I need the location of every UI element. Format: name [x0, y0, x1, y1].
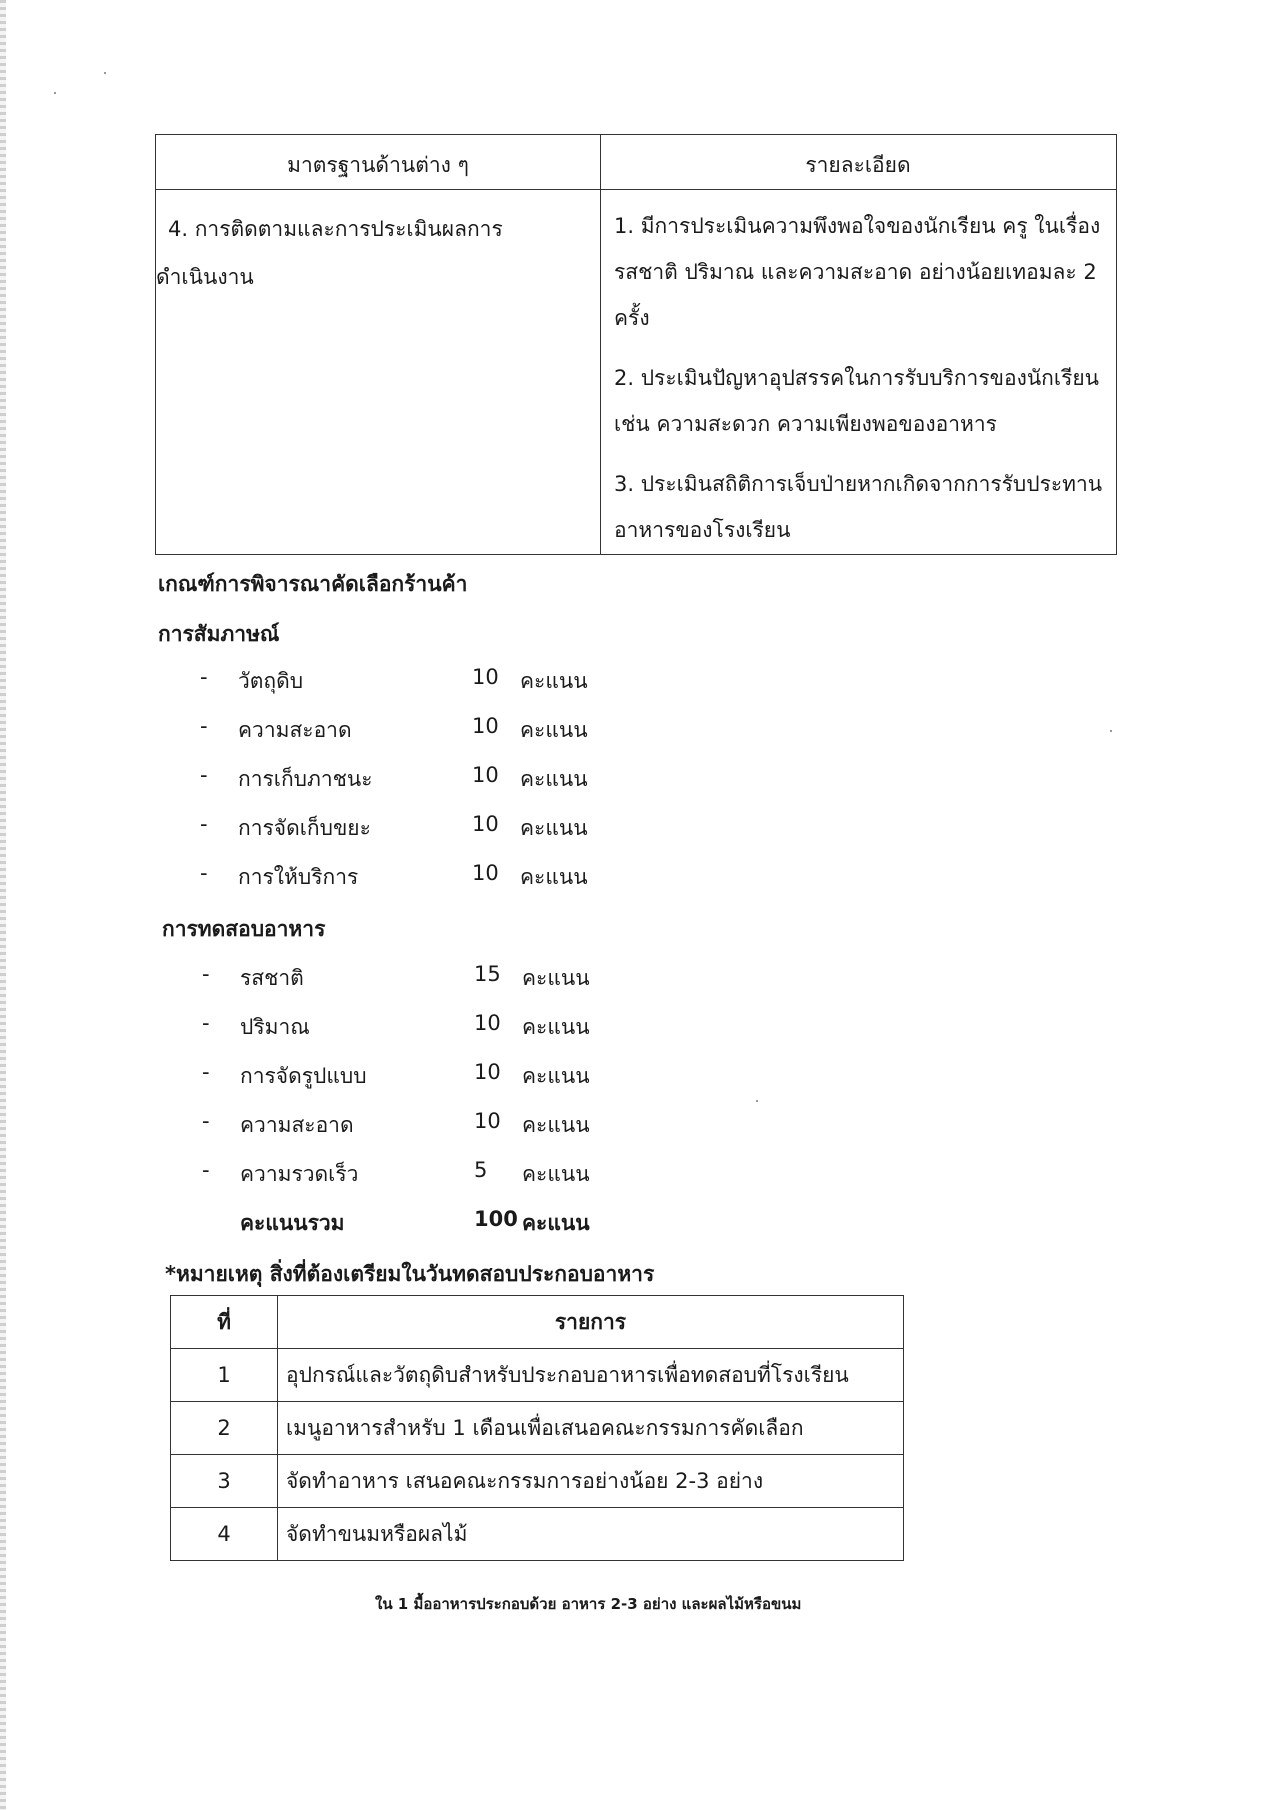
row-unit: คะแนน [520, 865, 588, 889]
row-score: 5 [474, 1158, 488, 1182]
row-score: 10 [472, 665, 499, 689]
scan-edge [0, 0, 6, 1810]
detail-item: 3. ประเมินสถิติการเจ็บป่ายหากเกิดจากการรับประทานอาหารของโรงเรียน [614, 472, 1103, 542]
standard-title-line1: 4. การติดตามและการประเมินผลการ [168, 217, 503, 241]
table-row [171, 1455, 904, 1508]
prep-item: จัดทำอาหาร เสนอคณะกรรมการอย่างน้อย 2-3 อย่าง [278, 1455, 904, 1508]
details-header: รายละเอียด [805, 153, 911, 177]
row-unit: คะแนน [522, 1064, 590, 1088]
row-label: วัตถุดิบ [238, 669, 304, 693]
criteria-title: เกณฑ์การพิจารณาคัดเลือกร้านค้า [158, 572, 468, 596]
row-unit: คะแนน [520, 718, 588, 742]
row-label: การให้บริการ [238, 865, 359, 889]
standard-cell [156, 205, 596, 301]
food-test-title: การทดสอบอาหาร [162, 917, 326, 941]
row-dash: - [202, 1060, 210, 1084]
footnote: ใน 1 มื้ออาหารประกอบด้วย อาหาร 2-3 อย่าง และผลไม้หรือขนม [375, 1595, 802, 1613]
prep-item: เมนูอาหารสำหรับ 1 เดือนเพื่อเสนอคณะกรรมการคัดเลือก [278, 1402, 904, 1455]
prep-header-no: ที่ [171, 1296, 278, 1349]
row-dash: - [200, 812, 208, 836]
detail-item: 2. ประเมินปัญหาอุปสรรคในการรับบริการของนักเรียน เช่น ความสะดวก ความเพียงพอของอาหาร [614, 366, 1100, 436]
row-score: 10 [474, 1011, 501, 1035]
row-dash: - [200, 714, 208, 738]
row-label: ความสะอาด [240, 1113, 354, 1137]
table-divider [156, 189, 1116, 190]
prep-no: 3 [171, 1455, 278, 1508]
scan-speck [104, 72, 106, 74]
prep-item: จัดทำขนมหรือผลไม้ [278, 1508, 904, 1561]
row-label: ความรวดเร็ว [240, 1162, 359, 1186]
row-label: ความสะอาด [238, 718, 352, 742]
row-dash: - [200, 763, 208, 787]
row-dash: - [202, 1011, 210, 1035]
row-score: 15 [474, 962, 501, 986]
row-score: 10 [474, 1109, 501, 1133]
total-unit: คะแนน [522, 1211, 590, 1235]
scan-speck [54, 92, 56, 94]
total-label: คะแนนรวม [240, 1211, 345, 1235]
interview-title: การสัมภาษณ์ [158, 622, 280, 646]
row-unit: คะแนน [522, 1113, 590, 1137]
scan-speck [1110, 730, 1112, 732]
row-unit: คะแนน [520, 767, 588, 791]
row-unit: คะแนน [522, 1162, 590, 1186]
prep-header-item: รายการ [278, 1296, 904, 1349]
scan-speck [756, 1100, 758, 1102]
row-score: 10 [472, 714, 499, 738]
row-dash: - [202, 1109, 210, 1133]
row-label: ปริมาณ [240, 1015, 310, 1039]
row-label: การจัดรูปแบบ [240, 1064, 367, 1088]
prep-no: 4 [171, 1508, 278, 1561]
row-dash: - [202, 1158, 210, 1182]
table-row [171, 1349, 904, 1402]
row-label: การเก็บภาชนะ [238, 767, 373, 791]
row-dash: - [200, 861, 208, 885]
prep-no: 1 [171, 1349, 278, 1402]
standard-title-line2: ดำเนินงาน [156, 265, 254, 289]
total-score: 100 [474, 1207, 518, 1231]
row-score: 10 [474, 1060, 501, 1084]
row-label: การจัดเก็บขยะ [238, 816, 371, 840]
row-unit: คะแนน [520, 816, 588, 840]
prep-table [170, 1295, 904, 1561]
row-unit: คะแนน [522, 966, 590, 990]
row-label: รสชาติ [240, 966, 304, 990]
details-cell [614, 203, 1109, 567]
remark: *หมายเหตุ สิ่งที่ต้องเตรียมในวันทดสอบประกอบอาหาร [165, 1262, 655, 1286]
standards-header: มาตรฐานด้านต่าง ๆ [287, 153, 469, 177]
table-row [171, 1508, 904, 1561]
table-row [171, 1402, 904, 1455]
standards-table [155, 134, 1117, 555]
detail-item: 1. มีการประเมินความพึงพอใจของนักเรียน ครู ในเรื่องรสชาติ ปริมาณ และความสะอาด อย่างน้อยเทอมละ 2 ครั้ง [614, 214, 1101, 330]
row-dash: - [202, 962, 210, 986]
row-unit: คะแนน [522, 1015, 590, 1039]
row-score: 10 [472, 861, 499, 885]
row-score: 10 [472, 763, 499, 787]
row-score: 10 [472, 812, 499, 836]
row-unit: คะแนน [520, 669, 588, 693]
prep-item: อุปกรณ์และวัตถุดิบสำหรับประกอบอาหารเพื่อทดสอบที่โรงเรียน [278, 1349, 904, 1402]
table-divider [600, 135, 601, 554]
row-dash: - [200, 665, 208, 689]
prep-no: 2 [171, 1402, 278, 1455]
